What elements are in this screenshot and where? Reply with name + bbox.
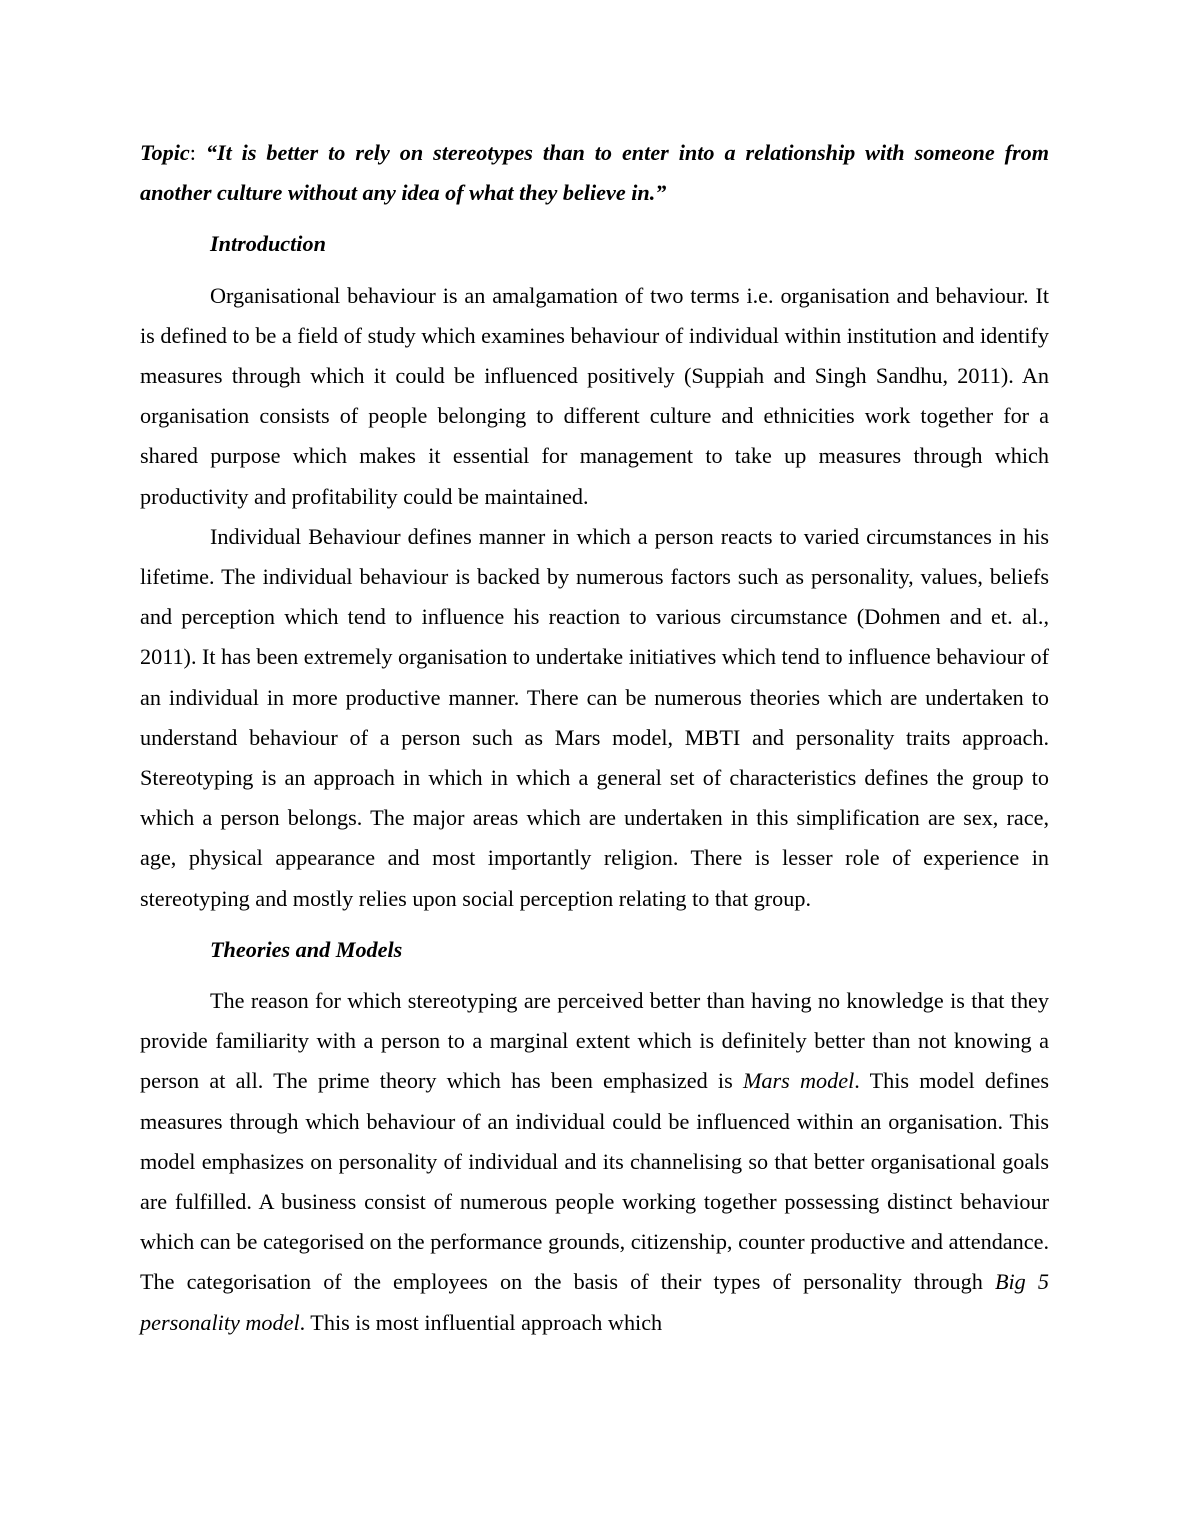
section-heading-introduction: Introduction <box>210 231 326 257</box>
section-heading-theories: Theories and Models <box>210 936 403 962</box>
topic-statement: “It is better to rely on stereotypes than to enter into a relationship with someone from another culture without any idea of what they believe in.” <box>140 140 1049 206</box>
paragraph-text-segment: . This is most influential approach which <box>299 1309 663 1335</box>
paragraph-theories-1 <box>140 981 1049 1343</box>
topic-line <box>140 133 1049 213</box>
topic-colon: : <box>189 140 196 165</box>
paragraph-introduction-1: Organisational behaviour is an amalgamation of two terms i.e. organisation and behaviour. It is defined to be a field of study which examines behaviour of individual within institution and identify measures through which it could be influenced positively (Suppiah and Singh Sandhu, 2011). An organisation consists of people belonging to different culture and ethnicities work together for a shared purpose which makes it essential for management to take up measures through which productivity and profitability could be maintained. <box>140 282 1049 509</box>
emphasis-mars-model: Mars model <box>742 1068 855 1094</box>
topic-label: Topic <box>140 140 190 165</box>
paragraph-text-segment: . This model defines measures through which behaviour of an individual could be influenced within an organisation. This model emphasizes on personality of individual and its channelising so that better organisational goals are fulfilled. A business consist of numerous people working together possessing distinct behaviour which can be categorised on the performance grounds, citizenship, counter productive and attendance. The categorisation of the employees on the basis of their types of personality through <box>140 1068 1049 1295</box>
document-page <box>140 133 1049 1343</box>
emphasis-big5-model: Big 5 personality model <box>140 1269 1050 1335</box>
paragraph-text-segment: The reason for which stereotyping are perceived better than having no knowledge is that they provide familiarity with a person to a marginal extent which is definitely better than not knowing a person at all. The prime theory which has been emphasized is <box>140 988 1049 1094</box>
paragraph-introduction-2: Individual Behaviour defines manner in which a person reacts to varied circumstances in his lifetime. The individual behaviour is backed by numerous factors such as personality, values, beliefs and perception which tend to influence his reaction to various circumstance (Dohmen and et. al., 2011). It has been extremely organisation to undertake initiatives which tend to influence behaviour of an individual in more productive manner. There can be numerous theories which are undertaken to understand behaviour of a person such as Mars model, MBTI and personality traits approach. Stereotyping is an approach in which in which a general set of characteristics defines the group to which a person belongs. The major areas which are undertaken in this simplification are sex, race, age, physical appearance and most importantly religion. There is lesser role of experience in stereotyping and mostly relies upon social perception relating to that group. <box>140 523 1049 911</box>
